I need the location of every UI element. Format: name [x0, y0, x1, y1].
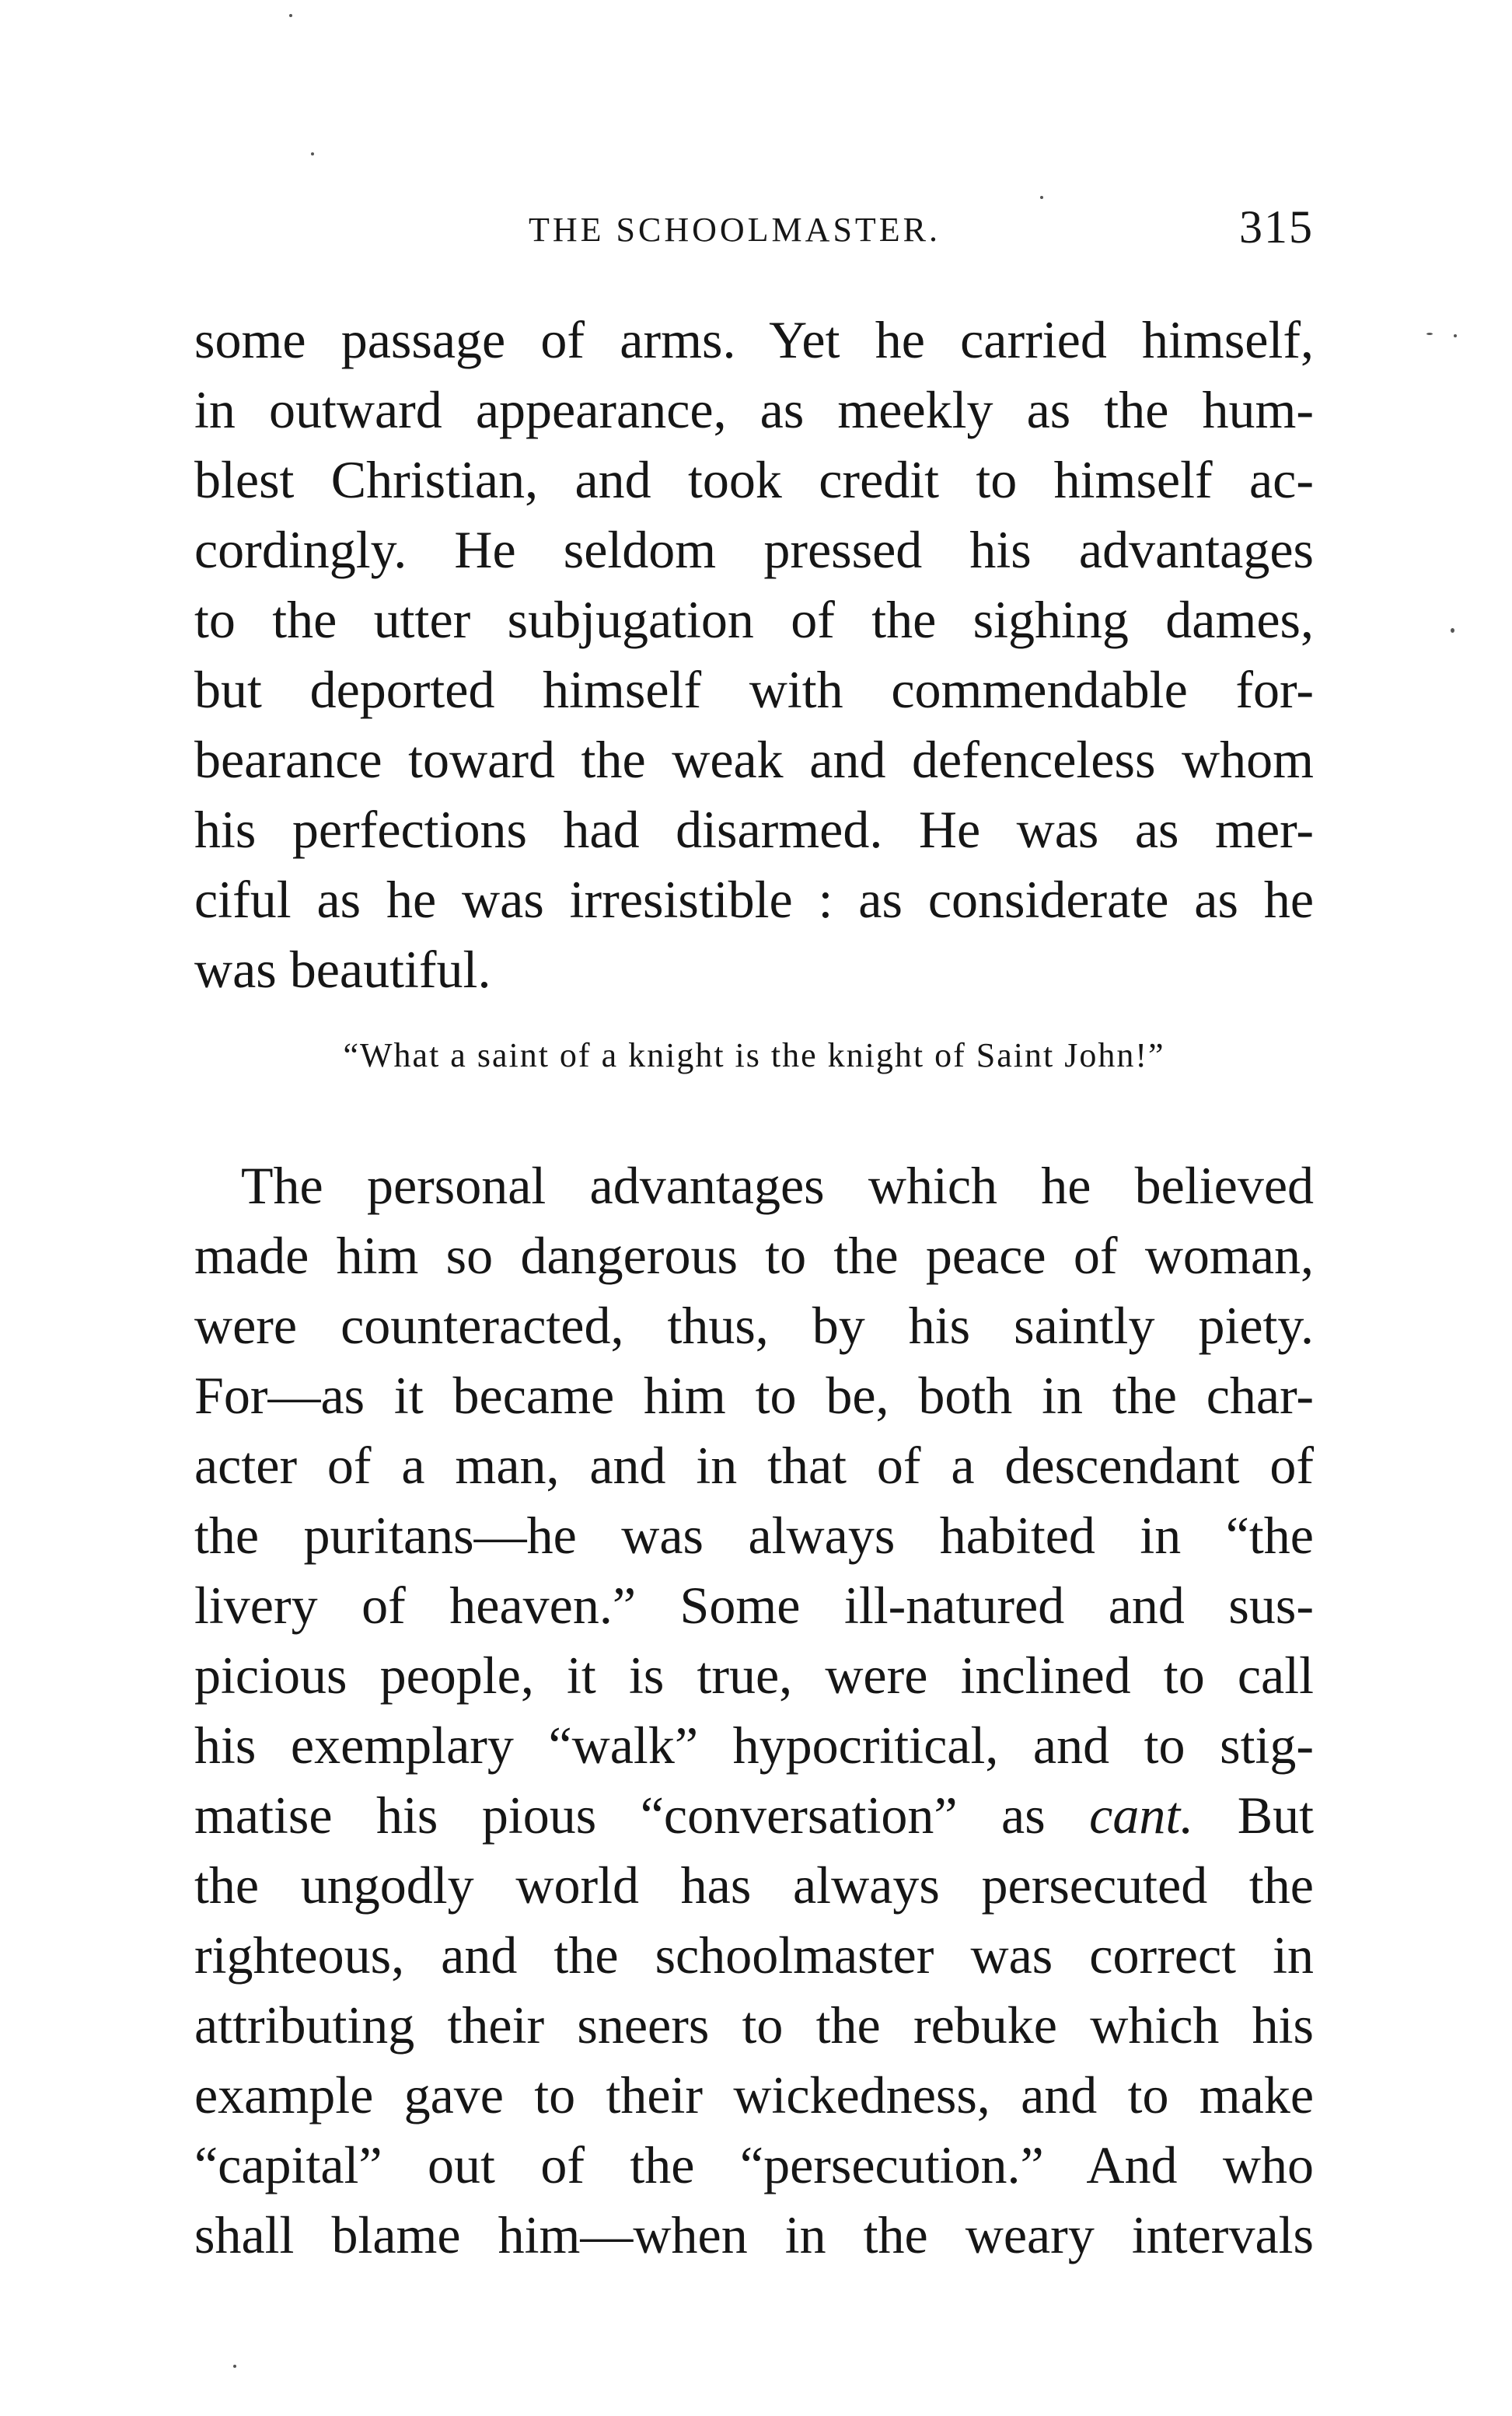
text-line: cordingly. He seldom pressed his advantages [194, 520, 1314, 579]
italic-word: cant. [1089, 1786, 1194, 1845]
text-line: to the utter subjugation of the sighing dames, [194, 590, 1314, 649]
paper-speck [1454, 334, 1457, 337]
paper-speck [1451, 628, 1454, 633]
text-line: his exemplary “walk” hypocritical, and to stig- [194, 1716, 1314, 1775]
paragraph-1 [194, 305, 1314, 1004]
text-line: some passage of arms. Yet he carried himself, [194, 310, 1314, 369]
text-line: livery of heaven.” Some ill-natured and sus- [194, 1576, 1314, 1635]
text-line [194, 1780, 1314, 1850]
text-line: bearance toward the weak and defenceless whom [194, 730, 1314, 789]
text-line: was beautiful. [194, 940, 491, 999]
paragraph-2 [194, 1150, 1314, 2270]
text-segment: matise his pious “conversation” as [194, 1786, 1090, 1845]
paper-speck [1040, 196, 1043, 199]
text-line: were counteracted, thus, by his saintly piety. [194, 1296, 1314, 1355]
text-line: righteous, and the schoolmaster was correct in [194, 1925, 1314, 1985]
text-line: shall blame him—when in the weary intervals [194, 2205, 1314, 2264]
epigraph-quote: “What a saint of a knight is the knight of Saint John!” [343, 1036, 1165, 1074]
text-line: the puritans—he was always habited in “the [194, 1506, 1314, 1565]
text-line: picious people, it is true, were inclined to call [194, 1646, 1314, 1705]
text-line: the ungodly world has always persecuted the [194, 1856, 1314, 1915]
text-line: “capital” out of the “persecution.” And who [194, 2135, 1314, 2194]
text-line: For—as it became him to be, both in the char- [194, 1366, 1314, 1425]
paper-speck [311, 152, 314, 155]
text-line: but deported himself with commendable for- [194, 660, 1314, 719]
text-line: example gave to their wickedness, and to make [194, 2065, 1314, 2124]
text-line: his perfections had disarmed. He was as mer- [194, 800, 1314, 859]
text-line: blest Christian, and took credit to himself ac- [194, 450, 1314, 509]
text-line: acter of a man, and in that of a descendant of [194, 1436, 1314, 1495]
text-line: The personal advantages which he believed [241, 1156, 1314, 1215]
text-line: in outward appearance, as meekly as the hum- [194, 380, 1314, 439]
page-number: 315 [1239, 201, 1314, 253]
text-segment: But [1193, 1786, 1314, 1845]
paper-speck [289, 14, 292, 17]
running-title: THE SCHOOLMASTER. [529, 211, 941, 249]
paper-speck [1426, 333, 1433, 335]
running-head [194, 201, 1314, 263]
paper-speck [233, 2365, 236, 2368]
text-line: made him so dangerous to the peace of woman, [194, 1226, 1314, 1285]
text-line: ciful as he was irresistible : as considerate as he [194, 870, 1314, 929]
text-line: attributing their sneers to the rebuke which his [194, 1995, 1314, 2055]
